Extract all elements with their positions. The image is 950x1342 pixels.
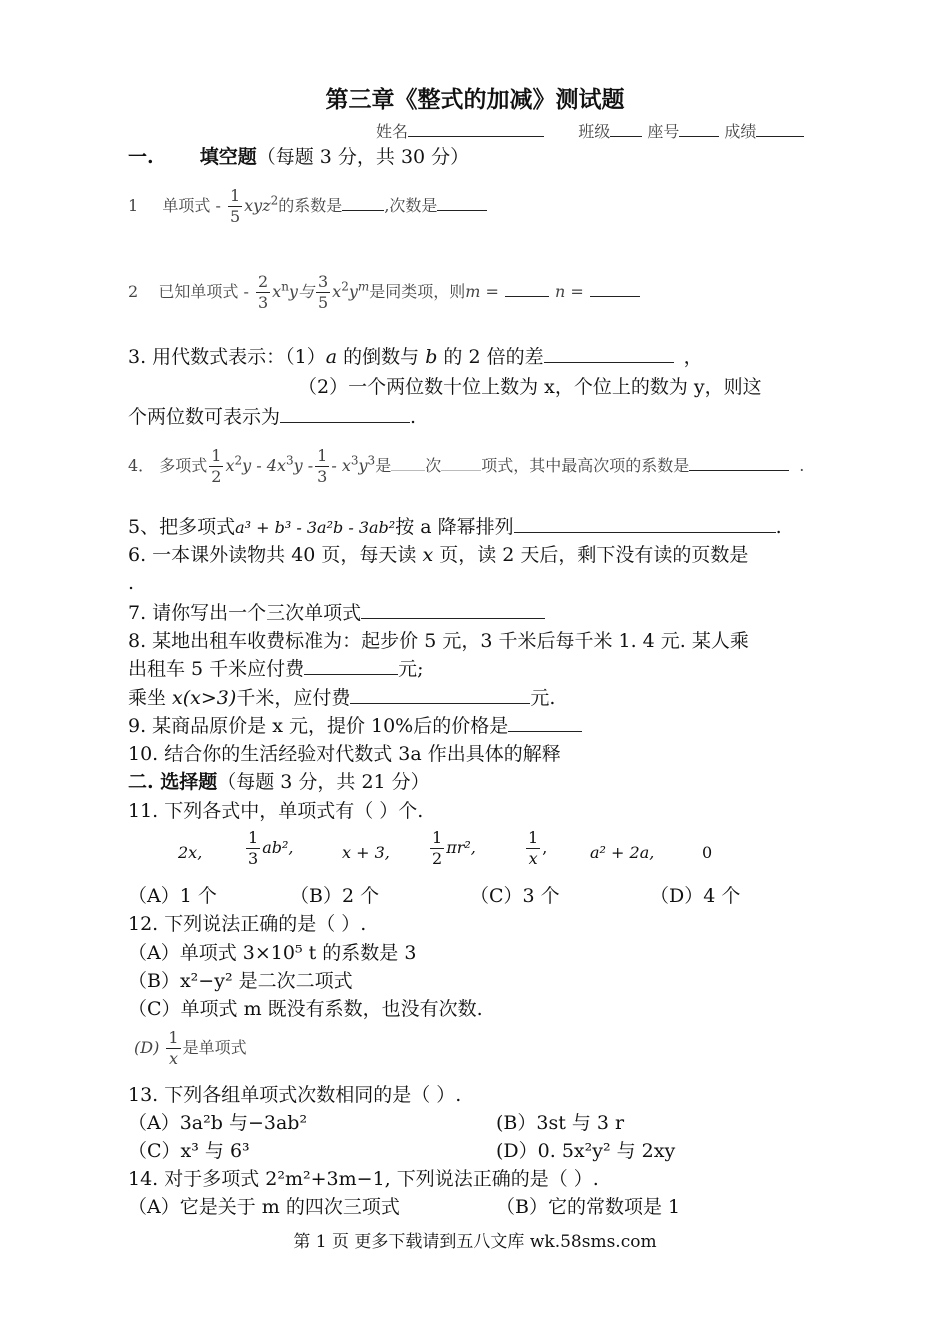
q9-text: 9. 某商品原价是 x 元，提价 10%后的价格是: [128, 715, 509, 737]
score-field[interactable]: [756, 118, 804, 137]
score-label: 成绩: [724, 122, 757, 141]
question-4: [128, 446, 804, 487]
q2-n-eq: n =: [554, 282, 584, 301]
q4-text-a: 多项式: [159, 456, 208, 475]
q8-text-b: 元;: [398, 658, 424, 680]
q4-blank-degree[interactable]: [391, 452, 425, 471]
q2-x2: x: [332, 282, 342, 301]
q11-option-a[interactable]: （A）1 个: [128, 885, 217, 907]
question-8-line3: [128, 685, 555, 711]
q4-t1: x: [225, 456, 235, 475]
q2-m2: m: [357, 279, 370, 294]
q8-var-x: x(x>3): [172, 687, 237, 709]
seat-label: 座号: [647, 122, 680, 141]
q12-d-text: 是单项式: [182, 1038, 247, 1057]
q4-period: .: [799, 456, 805, 475]
q1-exponent: 2: [270, 193, 279, 208]
q2-n1: n: [281, 279, 289, 294]
q11-expression-3: x + 3,: [342, 843, 390, 862]
question-9: [128, 713, 582, 739]
q2-blank-m[interactable]: [505, 278, 549, 297]
question-3-line1: [128, 344, 703, 370]
q12-option-a[interactable]: （A）单项式 3×10⁵ t 的系数是 3: [128, 942, 417, 964]
q2-y1: y与: [288, 282, 314, 301]
question-3-line2: （2）一个两位数十位上数为 x，个位上的数为 y，则这: [298, 376, 762, 398]
q4-t1d: y -: [293, 456, 314, 475]
q11-option-d[interactable]: （D）4 个: [650, 885, 741, 907]
q2-x1: x: [272, 282, 282, 301]
q1-num: 1: [128, 196, 139, 215]
q5-text-a: 5、把多项式: [128, 516, 236, 538]
question-2: [128, 272, 640, 313]
q13-option-d[interactable]: (D）0. 5x²y² 与 2xy: [496, 1140, 676, 1162]
q2-text-b: 是同类项，则: [369, 282, 466, 301]
q2-y2: y: [348, 282, 358, 301]
q3-var-a: a: [325, 346, 338, 368]
question-10: 10. 结合你的生活经验对代数式 3a 作出具体的解释: [128, 743, 561, 765]
q11-expression-6: a² + 2a,: [590, 843, 655, 862]
q12-d-fraction: $\frac{1}{x}$: [168, 1028, 179, 1068]
q1-fraction: $\frac{1}{5}$: [229, 186, 241, 226]
q2-blank-n[interactable]: [590, 278, 640, 297]
question-6-line1: [128, 542, 748, 568]
question-8-line1: 8. 某地出租车收费标准为：起步价 5 元，3 千米后每千米 1. 4 元. 某人乘: [128, 630, 749, 652]
q4-t1b: y - 4x: [242, 456, 286, 475]
q3-text-a: 3. 用代数式表示：（1）: [128, 346, 326, 368]
q4-blank-coefficient[interactable]: [689, 452, 789, 471]
q1-text-c: ,次数是: [384, 196, 438, 215]
q8-text-c: 乘坐: [128, 687, 173, 709]
q14-option-b[interactable]: （B）它的常数项是 1: [496, 1196, 681, 1218]
question-8-line2: [128, 656, 424, 682]
q11-expression-4: $\frac{1}{2}$ πr²,: [432, 828, 476, 868]
q2-fraction-2: $\frac{3}{5}$: [317, 272, 329, 312]
question-6-line2: .: [128, 572, 135, 594]
q4-text-c: 次: [425, 456, 442, 475]
q2-text-a: 已知单项式 -: [158, 282, 249, 301]
q2-num: 2: [128, 282, 139, 301]
q8-text-a: 出租车 5 千米应付费: [128, 658, 305, 680]
q13-option-a[interactable]: （A）3a²b 与−3ab²: [128, 1112, 308, 1134]
q1-blank-coefficient[interactable]: [342, 192, 384, 211]
question-12-stem: 12. 下列说法正确的是（ ）.: [128, 913, 367, 935]
q3-text-b: 的倒数与: [337, 346, 426, 368]
q4-fraction-2: $\frac{1}{3}$: [317, 446, 328, 486]
name-field[interactable]: [408, 118, 544, 137]
section2-title: 二. 选择题: [128, 771, 218, 793]
q4-t1c: 3: [285, 453, 294, 468]
page-title: 第三章《整式的加减》测试题: [325, 86, 625, 113]
q13-option-b[interactable]: (B）3st 与 3 r: [496, 1112, 625, 1134]
q6-text-a: 6. 一本课外读物共 40 页，每天读: [128, 544, 423, 566]
q4-t2e: 3: [350, 453, 359, 468]
q3-blank-1[interactable]: [544, 344, 674, 363]
header-fields: [376, 118, 804, 143]
question-7: [128, 600, 545, 626]
q8-text-e: 元.: [530, 687, 556, 709]
q4-num: 4．: [128, 456, 155, 475]
q14-option-a[interactable]: （A）它是关于 m 的四次三项式: [128, 1196, 400, 1218]
q6-var-x: x: [422, 544, 434, 566]
class-field[interactable]: [610, 118, 642, 137]
q13-option-c[interactable]: （C）x³ 与 6³: [128, 1140, 250, 1162]
class-label: 班级: [578, 122, 611, 141]
q8-blank-2[interactable]: [350, 685, 530, 704]
q7-text: 7. 请你写出一个三次单项式: [128, 602, 362, 624]
q12-option-c[interactable]: （C）单项式 m 既没有系数，也没有次数.: [128, 998, 483, 1020]
q4-t2c: 3: [367, 453, 376, 468]
name-label: 姓名: [376, 122, 409, 141]
question-5: [128, 514, 782, 541]
q4-t2: - x: [331, 456, 351, 475]
section2-heading: [128, 769, 430, 795]
q5-period: .: [775, 516, 782, 538]
section1-heading: [128, 144, 469, 170]
question-3-line3: [128, 404, 416, 430]
q1-text-b: 的系数是: [278, 196, 343, 215]
q4-fraction-1: $\frac{1}{2}$: [211, 446, 222, 486]
question-14-stem: 14. 对于多项式 2²m²+3m−1, 下列说法正确的是（ ）.: [128, 1168, 599, 1190]
q8-blank-1[interactable]: [304, 656, 398, 675]
q5-blank[interactable]: [514, 514, 776, 533]
q3-var-b: b: [425, 346, 438, 368]
q5-text-b: 按 a 降幂排列: [395, 516, 514, 538]
q2-m-eq: m =: [465, 282, 499, 301]
q7-blank[interactable]: [361, 600, 545, 619]
q4-blank-terms[interactable]: [441, 452, 481, 471]
q2-fraction-1: $\frac{2}{3}$: [257, 272, 269, 312]
q11-option-c[interactable]: （C）3 个: [470, 885, 560, 907]
page-footer: 第 1 页 更多下载请到五八文库 wk.58sms.com: [293, 1232, 657, 1252]
q4-t1e: 2: [234, 453, 243, 468]
q3-text-c: 的 2 倍的差: [437, 346, 544, 368]
q11-expression-1: 2x,: [178, 843, 203, 862]
q11-option-b[interactable]: （B）2 个: [290, 885, 380, 907]
q4-text-d: 项式，其中最高次项的系数是: [481, 456, 690, 475]
q3-comma: ，: [683, 346, 703, 368]
section2-note: （每题 3 分，共 21 分）: [217, 771, 430, 793]
q4-text-b: 是: [375, 456, 392, 475]
q11-expression-2: $\frac{1}{3}$ ab²,: [248, 828, 294, 868]
q11-expression-7: 0: [702, 843, 713, 862]
q12-option-b[interactable]: （B）x²−y² 是二次二项式: [128, 970, 353, 992]
q6-text-b: 页，读 2 天后，剩下没有读的页数是: [433, 544, 749, 566]
question-13-stem: 13. 下列各组单项式次数相同的是（ ）.: [128, 1084, 462, 1106]
section1-num: 一.: [128, 146, 154, 168]
q3-blank-2[interactable]: [280, 404, 410, 423]
q1-text-a: 单项式 -: [162, 196, 221, 215]
q1-blank-degree[interactable]: [437, 192, 487, 211]
section1-title: 填空题: [199, 146, 257, 168]
q2-e2: 2: [341, 279, 349, 294]
q9-blank[interactable]: [508, 713, 582, 732]
q3-line3-text: 个两位数可表示为: [128, 406, 281, 428]
seat-field[interactable]: [679, 118, 719, 137]
q5-expr: a³ + b³ - 3a²b - 3ab²: [235, 518, 396, 537]
q8-text-d: 千米，应付费: [236, 687, 351, 709]
q12-option-d[interactable]: [134, 1028, 247, 1069]
q1-expr: xyz: [244, 196, 271, 215]
q3-period: .: [410, 406, 417, 428]
q4-t2b: y: [358, 456, 368, 475]
q12-d-label: (D): [134, 1038, 160, 1057]
section1-note: （每题 3 分，共 30 分）: [256, 146, 470, 168]
q11-expression-5: $\frac{1}{x}$ ,: [528, 828, 548, 868]
question-1: [128, 186, 487, 227]
question-11-stem: 11. 下列各式中，单项式有（ ）个.: [128, 800, 424, 822]
